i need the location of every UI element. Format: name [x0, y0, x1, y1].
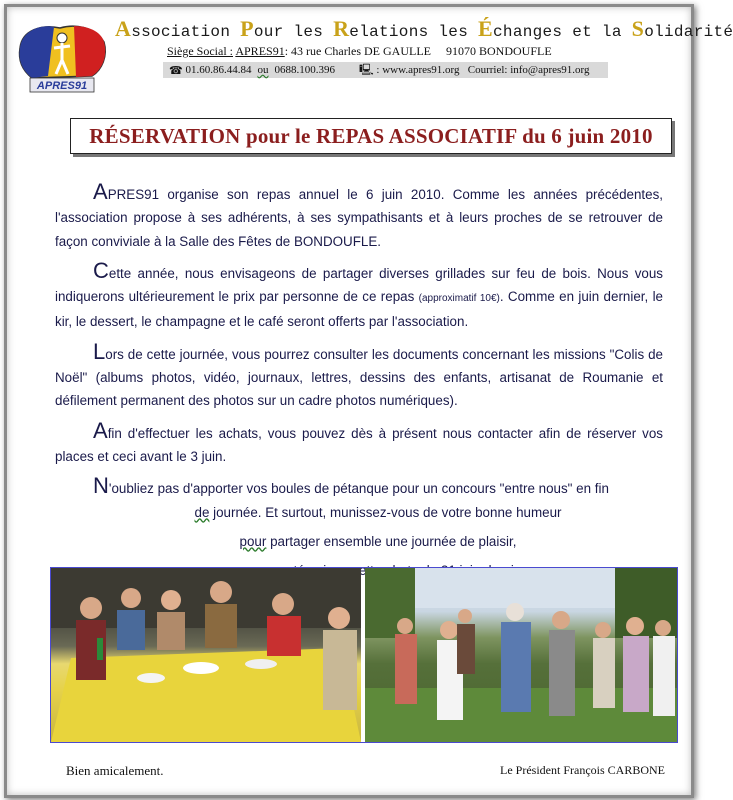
phone-1: 01.60.86.44.84	[185, 64, 252, 76]
photo-table-meal-image	[51, 568, 361, 742]
drop-cap: C	[93, 257, 109, 283]
head-office-address	[167, 44, 552, 59]
paragraph-5-line-3	[55, 530, 663, 553]
paragraph-text: ors de cette journée, vous pourrez consulter les documents concernant les missions "Colis de Noël" (albums photos, vidéo, journaux, lettres, dessins des enfants, artisanat de Roumanie et défilement permanent des photos sur un cadre photos numériques).	[55, 346, 663, 409]
paragraph-text: PRES91 organise son repas annuel le 6 juin 2010. Comme les années précédentes, l'association propose à ses adhérents, à ses sympathisants et à leurs proches de se retrouver de façon conviviale à la Salle des Fêtes de BONDOUFLE.	[55, 187, 663, 249]
president-signature: Le Président François CARBONE	[500, 763, 665, 777]
title-part: olidarité	[644, 23, 733, 41]
title-part: elations les	[349, 23, 479, 41]
siege-org: APRES91	[235, 44, 285, 58]
drop-cap: L	[93, 338, 106, 364]
paragraph-text: ette année, nous envisageons de partager diverses grillades sur feu de bois. Nous vous indiquerons ultérieurement le prix par personne de ce repas	[55, 265, 663, 305]
paragraph-text: partager ensemble une journée de plaisir,	[266, 533, 517, 549]
computer-icon: 🖳	[358, 63, 377, 76]
logo-text: APRES91	[36, 80, 88, 92]
photo-table-meal	[51, 568, 361, 742]
phone-2: 0688.100.396	[274, 64, 335, 76]
siege-city: 91070 BONDOUFLE	[446, 44, 552, 58]
contact-bar	[163, 62, 608, 78]
title-cap-a: A	[115, 16, 132, 41]
reservation-title: RÉSERVATION pour le REPAS ASSOCIATIF du 6 juin 2010	[89, 123, 653, 148]
drop-cap: A	[93, 179, 108, 204]
text-fragment: de	[194, 504, 210, 520]
reservation-title-box	[70, 118, 672, 154]
photo-strip	[50, 567, 678, 743]
title-cap-p: P	[240, 16, 254, 41]
paragraph-2	[55, 259, 663, 334]
title-cap-r: R	[333, 16, 350, 41]
drop-cap: N	[93, 473, 109, 499]
website-link[interactable]: : www.apres91.org	[376, 64, 460, 76]
paragraph-4	[55, 419, 663, 469]
phone-or: ou	[257, 64, 269, 76]
organization-title	[115, 16, 733, 42]
paragraph-3	[55, 340, 663, 413]
paragraph-5	[55, 474, 663, 500]
letter-body	[55, 180, 663, 588]
title-part: ssociation	[131, 23, 241, 41]
paragraph-text: journée. Et surtout, munissez-vous de votre bonne humeur	[209, 504, 562, 520]
text-fragment: pour	[239, 533, 267, 549]
siege-address: : 43 rue Charles DE GAULLE	[284, 44, 431, 58]
closing-greeting: Bien amicalement.	[66, 763, 164, 778]
price-note: (approximatif 10€)	[418, 293, 500, 305]
phone-icon: ☎	[169, 64, 186, 77]
title-cap-e: É	[478, 16, 494, 41]
paragraph-1	[55, 180, 663, 253]
drop-cap: A	[93, 417, 108, 443]
apres91-logo	[12, 18, 112, 98]
paragraph-5-line-2	[55, 501, 663, 524]
email-link[interactable]: Courriel: info@apres91.org	[467, 64, 590, 76]
siege-label: Siège Social :	[167, 44, 233, 58]
paragraph-text: . Comme en juin dernier, le kir, le dessert, le champagne et le café seront offerts par l'association.	[55, 289, 663, 330]
paragraph-text: fin d'effectuer les achats, vous pouvez dès à présent nous contacter afin de réserver vos places et ceci avant le 3 juin.	[55, 425, 663, 464]
title-cap-s: S	[631, 16, 645, 41]
photo-outdoor-gathering-image	[365, 568, 677, 742]
title-part: changes et la	[493, 23, 632, 41]
title-part: our les	[253, 23, 334, 41]
paragraph-text: 'oubliez pas d'apporter vos boules de pétanque pour un concours "entre nous" en fin	[108, 481, 609, 497]
photo-outdoor-gathering	[365, 568, 677, 742]
